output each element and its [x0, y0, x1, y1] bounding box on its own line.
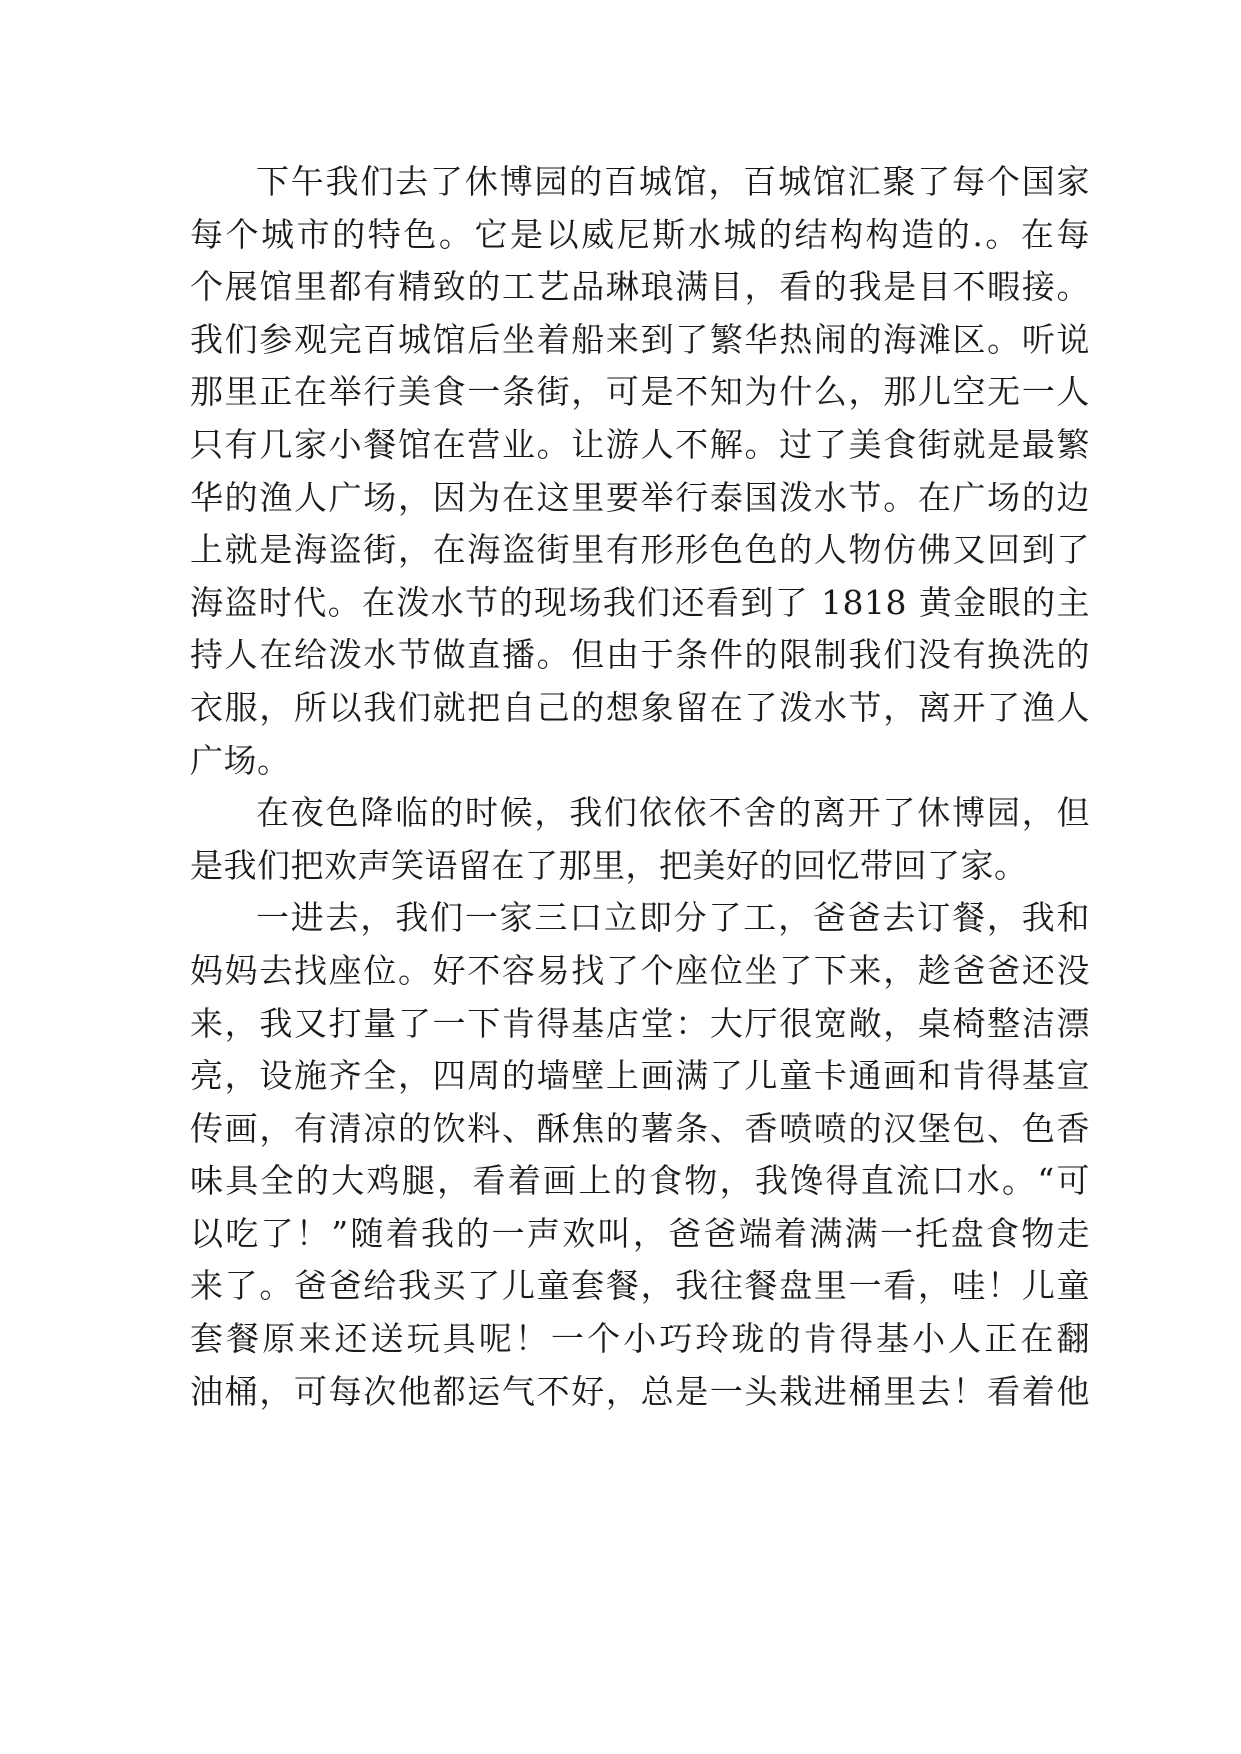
text-line: 以吃了！”随着我的一声欢叫，爸爸端着满满一托盘食物走 — [190, 1213, 1090, 1253]
text-line: 油桶，可每次他都运气不好，总是一头栽进桶里去！看着他 — [190, 1371, 1090, 1411]
text-line: 海盗时代。在泼水节的现场我们还看到了 1818 黄金眼的主 — [190, 582, 1090, 622]
text-line: 妈妈去找座位。好不容易找了个座位坐了下来，趁爸爸还没 — [190, 950, 1090, 990]
text-line: 一进去，我们一家三口立即分了工，爸爸去订餐，我和 — [256, 898, 1090, 938]
text-line: 味具全的大鸡腿，看着画上的食物，我馋得直流口水。“可 — [190, 1161, 1090, 1201]
text-line: 上就是海盗街，在海盗街里有形形色色的人物仿佛又回到了 — [190, 530, 1090, 570]
text-line: 来，我又打量了一下肯得基店堂：大厅很宽敞，桌椅整洁漂 — [190, 1003, 1090, 1043]
text-line: 在夜色降临的时候，我们依依不舍的离开了休博园，但 — [256, 793, 1090, 833]
body-text — [190, 156, 1090, 1418]
text-line: 我们参观完百城馆后坐着船来到了繁华热闹的海滩区。听说 — [190, 319, 1090, 359]
text-line: 那里正在举行美食一条街，可是不知为什么，那儿空无一人 — [190, 372, 1090, 412]
text-line: 下午我们去了休博园的百城馆，百城馆汇聚了每个国家 — [256, 162, 1090, 201]
text-line: 衣服，所以我们就把自己的想象留在了泼水节，离开了渔人 — [190, 687, 1090, 727]
text-line: 广场。 — [190, 740, 291, 780]
text-line: 亮，设施齐全，四周的墙壁上画满了儿童卡通画和肯得基宣 — [190, 1056, 1090, 1096]
text-line: 个展馆里都有精致的工艺品琳琅满目，看的我是目不暇接。 — [190, 267, 1090, 307]
paragraph-1 — [190, 156, 1090, 787]
text-line: 是我们把欢声笑语留在了那里，把美好的回忆带回了家。 — [190, 845, 1028, 885]
text-line: 传画，有清凉的饮料、酥焦的薯条、香喷喷的汉堡包、色香 — [190, 1108, 1090, 1148]
text-line: 每个城市的特色。它是以威尼斯水城的结构构造的.。在每 — [190, 214, 1090, 254]
text-line: 来了。爸爸给我买了儿童套餐，我往餐盘里一看，哇！儿童 — [190, 1266, 1090, 1306]
text-line: 持人在给泼水节做直播。但由于条件的限制我们没有换洗的 — [190, 635, 1090, 675]
paragraph-2 — [190, 787, 1090, 892]
text-line: 只有几家小餐馆在营业。让游人不解。过了美食街就是最繁 — [190, 424, 1090, 464]
paragraph-3 — [190, 892, 1090, 1418]
text-line: 华的渔人广场，因为在这里要举行泰国泼水节。在广场的边 — [190, 477, 1090, 517]
text-line: 套餐原来还送玩具呢！一个小巧玲珑的肯得基小人正在翻 — [190, 1319, 1090, 1359]
